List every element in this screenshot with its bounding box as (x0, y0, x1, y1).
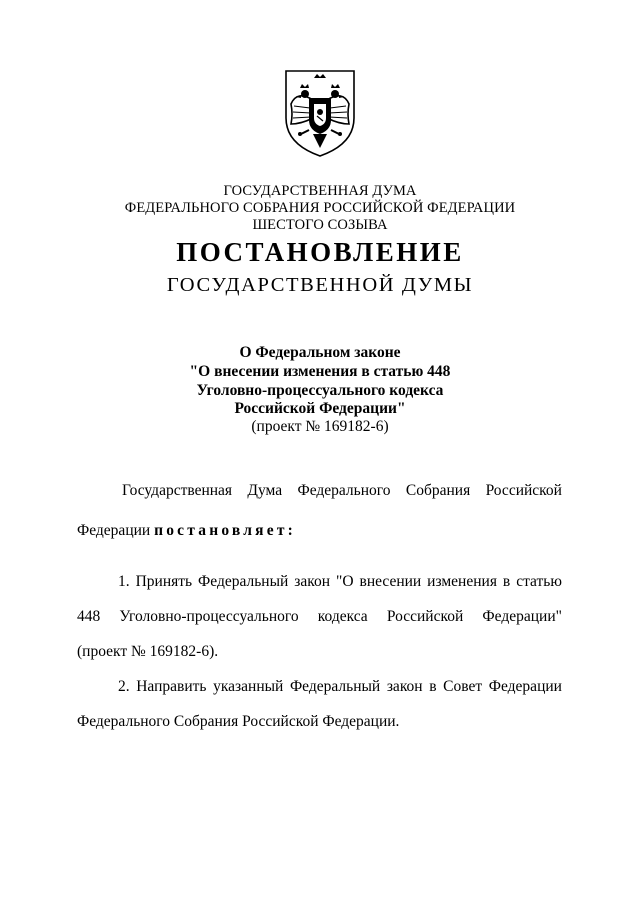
word: Направить (136, 678, 207, 695)
word: закон (294, 573, 331, 590)
law-title-line-1: О Федеральном законе (239, 344, 401, 361)
intro-subject-end: Федерации (77, 522, 151, 539)
word: Российской (485, 482, 562, 499)
word: Дума (247, 482, 283, 499)
double-headed-eagle-icon (283, 68, 357, 158)
word: 1. (118, 573, 130, 590)
resolves-verb: постановляет: (154, 522, 296, 539)
word: Федеральный (198, 573, 289, 590)
word: кодекса (317, 608, 368, 625)
convocation-line: ШЕСТОГО СОЗЫВА (252, 217, 388, 233)
organization-line-1: ГОСУДАРСТВЕННАЯ ДУМА (223, 183, 417, 199)
word: закон (386, 678, 423, 695)
word: 448 (77, 608, 101, 625)
document-title: ПОСТАНОВЛЕНИЕ (176, 237, 464, 267)
intro-line-2 (77, 522, 296, 540)
intro-line-1 (122, 482, 562, 500)
word: Совет (443, 678, 483, 695)
word: 2. (118, 678, 130, 695)
item1-line-3: (проект № 169182-6). (77, 643, 219, 660)
item2-line-2: Федерального Собрания Российской Федерации. (77, 713, 400, 730)
word: внесении (359, 573, 422, 590)
word: Федеральный (289, 678, 381, 695)
word: указанный (213, 678, 284, 695)
word: Государственная (122, 482, 233, 499)
organization-line-2: ФЕДЕРАЛЬНОГО СОБРАНИЯ РОССИЙСКОЙ ФЕДЕРАЦИИ (124, 200, 516, 216)
item2-line-1 (118, 678, 562, 696)
item1-line-1 (118, 573, 562, 591)
word: Собрания (405, 482, 471, 499)
word: "О (336, 573, 354, 590)
law-title-line-4: Российской Федерации" (234, 400, 406, 417)
word: изменения (427, 573, 497, 590)
word: Принять (135, 573, 193, 590)
coat-of-arms-emblem (283, 68, 357, 158)
item1-line-2 (77, 608, 562, 626)
law-title-line-2: "О внесении изменения в статью 448 (189, 363, 451, 380)
word: Федерального (297, 482, 391, 499)
word: Федерации (488, 678, 562, 695)
word: в (429, 678, 437, 695)
law-project-number: (проект № 169182-6) (251, 418, 389, 435)
law-title-line-3: Уголовно-процессуального кодекса (196, 382, 444, 399)
word: Уголовно-процессуального (119, 608, 299, 625)
document-subtitle: ГОСУДАРСТВЕННОЙ ДУМЫ (166, 274, 474, 296)
word: Российской (386, 608, 464, 625)
word: в (502, 573, 511, 590)
word: статью (516, 573, 562, 590)
word: Федерации" (482, 608, 562, 625)
